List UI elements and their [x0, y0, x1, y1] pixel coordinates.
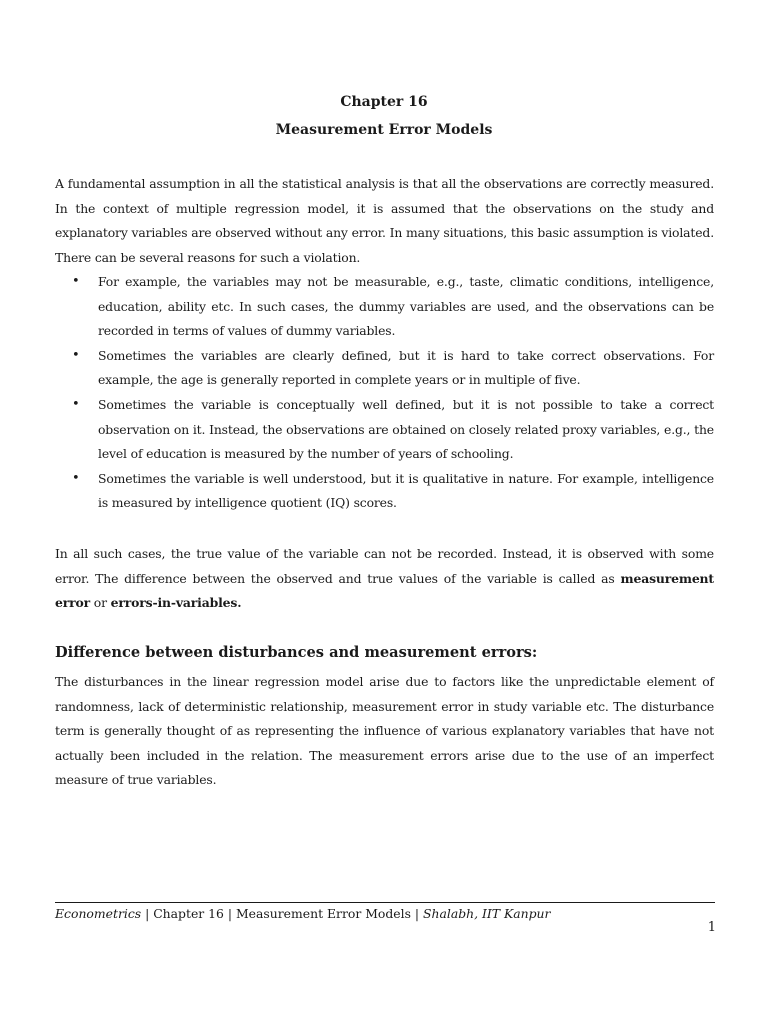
definition-paragraph: [55, 542, 714, 616]
term-errors-in-variables: errors-in-variables.: [110, 595, 242, 611]
chapter-number: Chapter 16: [340, 94, 428, 110]
list-item-text: Sometimes the variable is conceptually well defined, but it is not possible to take a correct observation on it. Instead, the observations are obtained on closely related proxy variables, e.g., the level of education is measured by the number of years of schooling.: [98, 396, 714, 462]
intro-paragraph: A fundamental assumption in all the statistical analysis is that all the observations are correctly measured. In the context of multiple regression model, it is assumed that the observations on the study and explanatory variables are observed without any error. In many situations, this basic assumption is violated. There can be several reasons for such a violation.: [55, 176, 714, 265]
bullet-icon: •: [72, 470, 80, 486]
footer-title: Measurement Error Models: [236, 906, 411, 921]
list-item: [55, 393, 714, 467]
bullet-icon: •: [72, 274, 80, 289]
bullet-icon: •: [72, 396, 80, 412]
list-item-text: Sometimes the variable is well understood, but it is qualitative in nature. For example, intelligence is measured by intelligence quotient (IQ) scores.: [98, 470, 714, 511]
list-item-text: Sometimes the variables are clearly defined, but it is hard to take correct observations. For example, the age is generally reported in complete years or in multiple of five.: [98, 347, 714, 388]
list-item: [55, 270, 714, 344]
footer-chapter: Chapter 16: [153, 906, 224, 921]
footer-book: Econometrics: [55, 906, 142, 921]
definition-text: In all such cases, the true value of the variable can not be recorded. Instead, it is observed with some error. The difference between the observed and true values of the variable is called as: [55, 546, 714, 586]
reasons-list: [55, 270, 714, 516]
term-measurement-error: measurement error: [55, 570, 714, 611]
footer-separator: |: [223, 906, 236, 921]
page-number: 1: [707, 920, 716, 935]
footer: [55, 905, 550, 923]
list-item: [55, 344, 714, 393]
footer-separator: |: [410, 906, 423, 921]
list-item-text: For example, the variables may not be measurable, e.g., taste, climatic conditions, intelligence, education, ability etc. In such cases, the dummy variables are used, and the observations can be recorded in terms of values of dummy variables.: [98, 274, 714, 339]
chapter-title: Measurement Error Models: [275, 122, 493, 138]
definition-connector: or: [89, 595, 111, 611]
footer-author: Shalabh, IIT Kanpur: [423, 906, 551, 921]
bullet-icon: •: [72, 347, 80, 363]
footer-divider: [55, 902, 715, 903]
list-item: [55, 467, 714, 516]
section-paragraph: The disturbances in the linear regression model arise due to factors like the unpredictable element of randomness, lack of deterministic relationship, measurement error in study variable etc. The disturbance term is generally thought of as representing the influence of various explanatory variables that have not actually been included in the relation. The measurement errors arise due to the use of an imperfect measure of true variables.: [55, 674, 714, 788]
footer-separator: |: [141, 906, 154, 921]
section-heading: Difference between disturbances and measurement errors:: [55, 644, 538, 661]
